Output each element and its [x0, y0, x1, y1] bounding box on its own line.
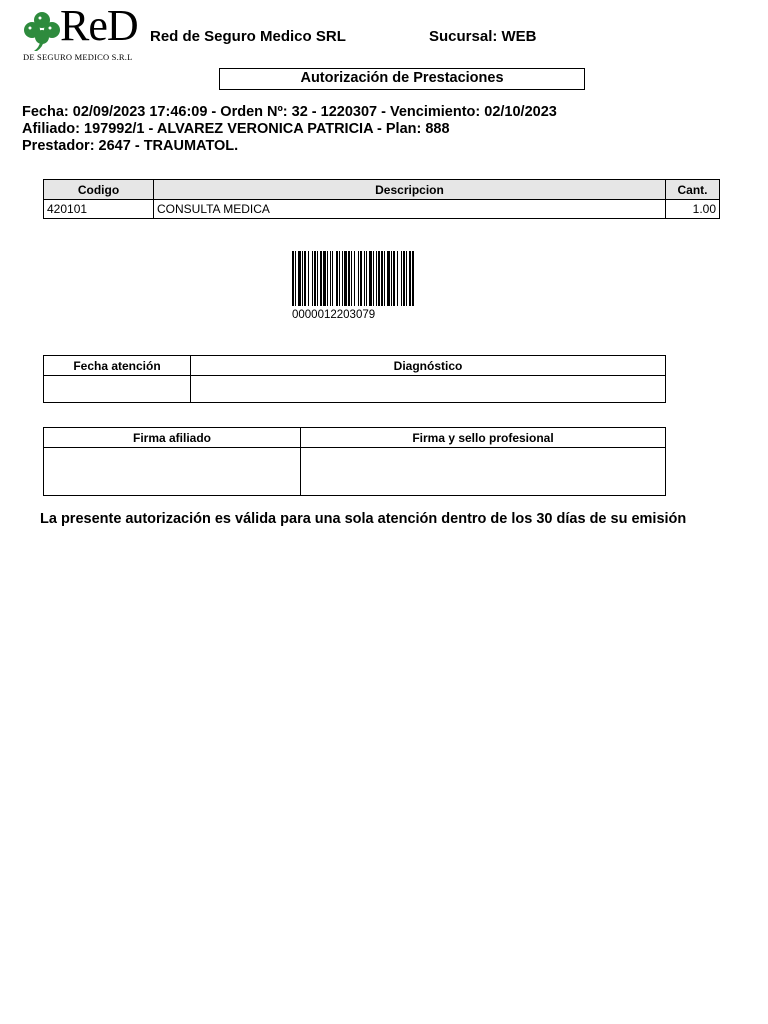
column-header-professional-signature: Firma y sello profesional: [301, 428, 666, 448]
attention-date-field: [44, 376, 191, 403]
table-row: [44, 200, 720, 219]
logo-subtitle: DE SEGURO MEDICO S.R.L: [23, 52, 133, 62]
barcode-image: [292, 251, 414, 306]
services-table: [43, 179, 720, 219]
column-header-affiliate-signature: Firma afiliado: [44, 428, 301, 448]
cell-code: 420101: [44, 200, 154, 219]
cell-description: CONSULTA MEDICA: [154, 200, 666, 219]
signature-table: [43, 427, 666, 496]
document-title: Autorización de Prestaciones: [219, 68, 585, 90]
affiliate-signature-field: [44, 448, 301, 496]
attention-table: [43, 355, 666, 403]
column-header-quantity: Cant.: [666, 180, 720, 200]
cell-quantity: 1.00: [666, 200, 720, 219]
column-header-code: Codigo: [44, 180, 154, 200]
clover-logo-icon: [22, 10, 62, 52]
table-header-row: [44, 428, 666, 448]
provider-info-line: Prestador: 2647 - TRAUMATOL.: [22, 138, 239, 154]
diagnosis-field: [191, 376, 666, 403]
affiliate-info-line: Afiliado: 197992/1 - ALVAREZ VERONICA PATRICIA - Plan: 888: [22, 121, 450, 137]
column-header-attention-date: Fecha atención: [44, 356, 191, 376]
column-header-description: Descripcion: [154, 180, 666, 200]
table-row: [44, 448, 666, 496]
order-info-line: Fecha: 02/09/2023 17:46:09 - Orden Nº: 32 - 1220307 - Vencimiento: 02/10/2023: [22, 104, 557, 120]
barcode-number: 0000012203079: [292, 309, 376, 321]
column-header-diagnosis: Diagnóstico: [191, 356, 666, 376]
company-name: Red de Seguro Medico SRL: [150, 28, 346, 45]
validity-notice: La presente autorización es válida para una sola atención dentro de los 30 días de su emisión: [40, 511, 687, 527]
table-row: [44, 376, 666, 403]
table-header-row: [44, 180, 720, 200]
professional-signature-field: [301, 448, 666, 496]
branch-label: Sucursal: WEB: [429, 28, 537, 45]
table-header-row: [44, 356, 666, 376]
logo-wordmark: ReD: [60, 1, 138, 50]
